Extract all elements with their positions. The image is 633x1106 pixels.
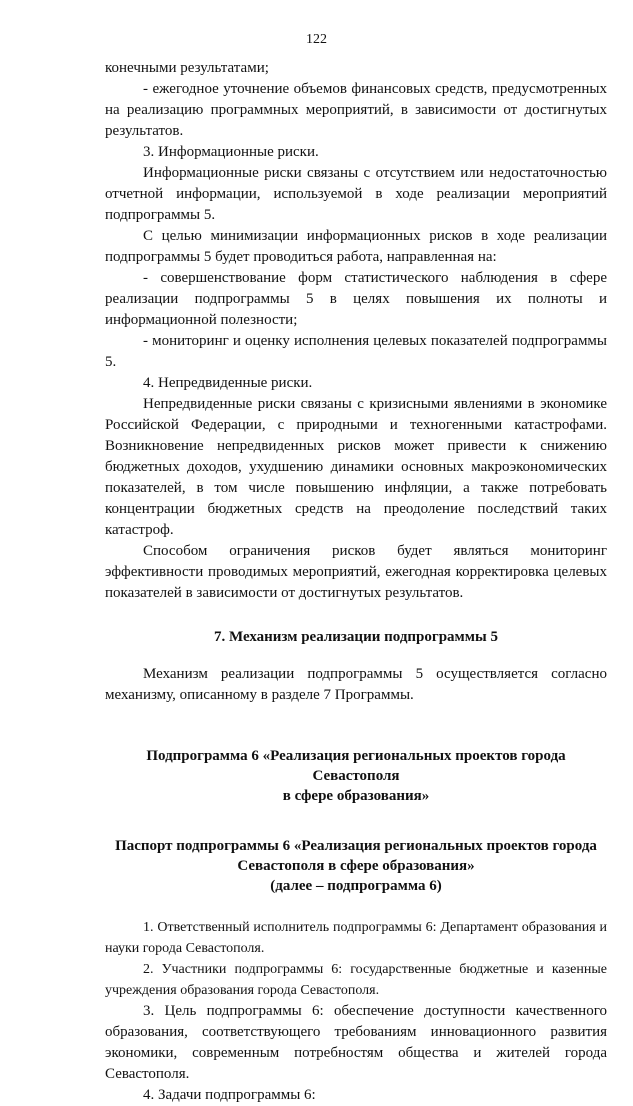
passport-title-line: (далее – подпрограмма 6) [270,878,442,894]
paragraph: Непредвиденные риски связаны с кризисными явлениями в экономике Российской Федерации, с природными и техногенными катастрофами. Возникновение непредвиденных рисков может привести к снижению бюджетных доходов, ухудшению динамики основных макроэкономических показателей, в том числе повышению инфляции, а также потребовать концентрации бюджетных средств на преодоление последствий таких катастроф. [105,396,607,538]
paragraph: Информационные риски связаны с отсутствием или недостаточностью отчетной информации, используемой в ходе реализации мероприятий подпрограммы 5. [105,165,607,223]
paragraph: С целью минимизации информационных рисков в ходе реализации подпрограммы 5 будет проводиться работа, направленная на: [105,228,607,265]
paragraph: 3. Информационные риски. [143,144,319,160]
paragraph: Способом ограничения рисков будет являться мониторинг эффективности проводимых мероприятий, ежегодная корректировка целевых показателей в зависимости от достигнутых результатов. [105,543,607,601]
subprogram-title-line: в сфере образования» [282,788,430,804]
paragraph: - ежегодное уточнение объемов финансовых средств, предусмотренных на реализацию программных мероприятий, в зависимости от достигнутых результатов. [105,81,607,139]
page-number: 122 [306,32,327,47]
passport-item: 1. Ответственный исполнитель подпрограммы 6: Департамент образования и науки города Севастополя. [105,920,607,956]
subprogram-title-line: Подпрограмма 6 «Реализация региональных проектов города Севастополя [146,748,566,784]
subprogram-title [105,746,607,806]
section-heading: 7. Механизм реализации подпрограммы 5 [214,629,498,645]
passport-title-line: Паспорт подпрограммы 6 «Реализация региональных проектов города [115,838,597,854]
paragraph: Механизм реализации подпрограммы 5 осуществляется согласно механизму, описанному в разделе 7 Программы. [105,666,607,703]
passport-title-line: Севастополя в сфере образования» [237,858,475,874]
page-content [105,58,607,1106]
passport-item: 4. Задачи подпрограммы 6: [143,1087,316,1103]
paragraph: 4. Непредвиденные риски. [143,375,313,391]
paragraph: - совершенствование форм статистического наблюдения в сфере реализации подпрограммы 5 в целях повышения их полноты и информационной полезности; [105,270,607,328]
passport-title [105,836,607,896]
paragraph: - мониторинг и оценку исполнения целевых показателей подпрограммы 5. [105,333,607,370]
paragraph: конечными результатами; [105,60,269,76]
passport-item: 2. Участники подпрограммы 6: государственные бюджетные и казенные учреждения образования города Севастополя. [105,962,607,998]
passport-item: 3. Цель подпрограммы 6: обеспечение доступности качественного образования, соответствующего требованиям инновационного развития экономики, современным потребностям общества и жителей города Севастополя. [105,1003,607,1082]
